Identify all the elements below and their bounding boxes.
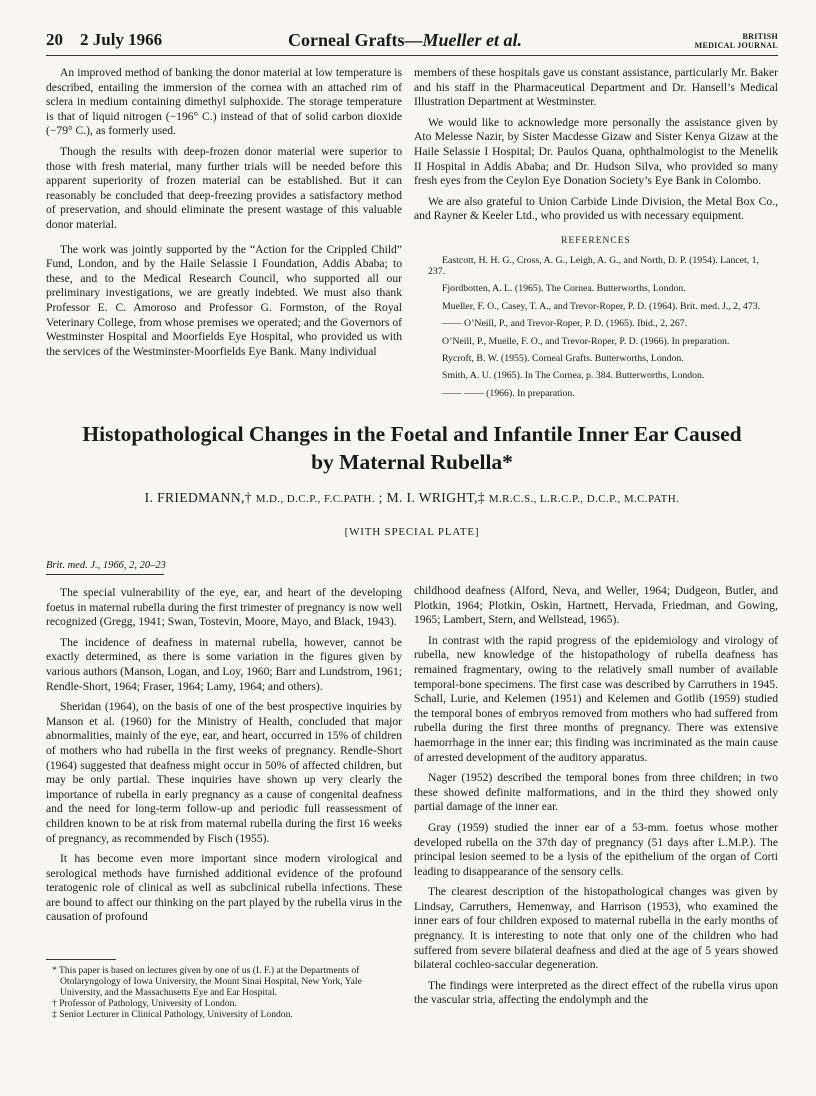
running-authors: Mueller et al. [422,30,522,50]
paragraph: It has become even more important since modern virological and serological methods have furnished additional evidence of the profound teratogenic role of clinical as well as subclinical rubella infections. These are bound to affect our thinking on the part played by the rubella virus in the causation of profound [46,852,402,924]
author-line: I. FRIEDMANN,† M.D., D.C.P., F.C.PATH. ; M. I. WRIGHT,‡ M.R.C.S., L.R.C.P., D.C.P., M.C.PATH. [144,490,680,505]
running-title: Corneal Grafts—Mueller et al. [288,30,522,50]
paragraph: Gray (1959) studied the inner ear of a 53-mm. foetus whose mother developed rubella on the 37th day of pregnancy (51 days after L.M.P.). The principal lesion seemed to be a lysis of the epithelium of the organ of Corti leading to disappearance of the sensory cells. [414,820,778,878]
paragraph: Though the results with deep-frozen donor material were superior to those with fresh material, many further trials will be needed before this apparent superiority of frozen material can be established. But it can reasonably be concluded that deep-freezing provides a satisfactory method of preservation, and should eliminate the present wastage of this valuable donor material. [46,144,402,231]
article-left-column [46,586,402,931]
previous-article-right-column [414,66,778,405]
header-rule [46,55,778,56]
reference-item: Smith, A. U. (1965). In The Cornea, p. 384. Butterworths, London. [442,370,705,382]
reference-item: —— —— (1966). In preparation. [442,387,575,399]
paragraph: Sheridan (1964), on the basis of one of the best prospective inquiries by Manson et al. (1960) for the Ministry of Health, concluded that major abnormalities, mainly of the eye, ear, and heart, occurred in 15% of children of mothers who had rubella in the first weeks of pregnancy. Rendle-Short (1964) suggested that deafness might occur in 50% of affected children, but may be only partial. These inquiries have shown up very clearly the importance of rubella in early pregnancy as a cause of congenital deafness and the need for long-term follow-up and periodic full reassessment of children known to be at risk from maternal rubella during the first 16 weeks of pregnancy, as recommended by Fisch (1955). [46,700,402,845]
footnotes [46,965,402,1020]
reference-item: O’Neill, P., Muelle, F. O., and Trevor-Roper, P. D. (1966). In preparation. [442,335,730,347]
issue-date: 2 July 1966 [80,30,163,49]
journal-name: BRITISH MEDICAL JOURNAL [694,32,778,50]
footnote: ‡ Senior Lecturer in Clinical Pathology, University of London. [52,1009,293,1020]
footnote-rule [46,959,116,960]
article-right-column [414,584,778,1014]
reference-item: Rycroft, B. W. (1955). Corneal Grafts. Butterworths, London. [442,352,684,364]
special-plate-note: [WITH SPECIAL PLATE] [344,526,480,538]
footnote: * This paper is based on lectures given by one of us (I. F.) at the Departments of Otolaryngology of Iowa University, the Mount Sinai Hospital, New York, Yale University, and the Massachusetts Eye and Ear Hospital. [52,965,362,998]
reference-item: Eastcott, H. H. G., Cross, A. G., Leigh, A. G., and North, D. P. (1954). Lancet, 1, 237. [428,254,760,277]
footnote: † Professor of Pathology, University of London. [52,998,237,1009]
reference-item: Fjordbotten, A. L. (1965). The Cornea. Butterworths, London. [442,283,686,295]
references-list [414,255,778,400]
paragraph: The incidence of deafness in maternal rubella, however, cannot be exactly determined, as there is some variation in the figures given by various authors (Manson, Logan, and Loy, 1960; Barr and Lundstrom, 1961; Rendle-Short, 1964; Fraser, 1964; Lamy, 1964; and others). [46,635,402,693]
paragraph: We would like to acknowledge more personally the assistance given by Ato Melesse Nazir, by Sister Macdesse Gizaw and Sister Kenya Gizaw at the Haile Selassie I Hospital; Dr. Paulos Quana, ophthalmologist to the Menelik II Hospital in Addis Ababa; and Dr. Hudson Silva, who provided so many fresh eyes from the Ceylon Eye Donation Society’s Eye Bank in Colombo. [414,115,778,188]
author-name: I. FRIEDMANN,† [144,490,252,505]
article-title: Histopathological Changes in the Foetal and Infantile Inner Ear Caused by Maternal Rubella* [82,422,742,474]
paragraph: An improved method of banking the donor material at low temperature is described, entailing the immersion of the cornea with an attached rim of sclera in medium containing dimethyl sulphoxide. The storage temperature is that of liquid nitrogen (−196° C.) instead of that of solid carbon dioxide (−79° C.), as formerly used. [46,66,402,138]
page-header [46,30,778,54]
paragraph: The work was jointly supported by the “Action for the Crippled Child” Fund, London, and by the Haile Selassie I Foundation, Addis Ababa; to these, and to the Medical Research Council, who supported all our preliminary investigations, we are greatly indebted. We must also thank Professor E. C. Amoroso and Professor G. Formston, of the Royal Veterinary College, from whose premises we operated; and the Governors of Westminster Hospital and Moorfields Eye Hospital, who provided us with the services of the Westminster-Moorfields Eye Bank. Many individual [46,242,402,358]
paragraph: members of these hospitals gave us constant assistance, particularly Mr. Baker and his staff in the Pharmaceutical Department and Dr. Hansell’s Medical Illustration Department at Westminster. [414,66,778,109]
paragraph: The clearest description of the histopathological changes was given by Lindsay, Carruthers, Hemenway, and Harrison (1953), who examined the inner ears of four children exposed to maternal rubella in the early months of pregnancy. It is interesting to note that only one of the children who had suffered from severe bilateral deafness and died at the age of 5 years showed bilateral cochleo-saccular degeneration. [414,885,778,972]
page-number: 20 [46,30,63,49]
paragraph: The findings were interpreted as the direct effect of the rubella virus upon the vascular stria, affecting the endolymph and the [414,978,778,1007]
paragraph: We are also grateful to Union Carbide Linde Division, the Metal Box Co., and Rayner & Keeler Ltd., who provided us with necessary equipment. [414,194,778,223]
paragraph: childhood deafness (Alford, Neva, and Weller, 1964; Dudgeon, Butler, and Plotkin, 1964; Plotkin, Oskin, Hartnett, Hervada, Friedman, and Gowing, 1965; Lambert, Stern, and Wellstead, 1965). [414,584,778,627]
previous-article-left-column [46,66,402,365]
citation-rule [46,574,164,575]
citation: Brit. med. J., 1966, 2, 20–23 [46,560,166,571]
author-qualifications: M.D., D.C.P., F.C.PATH. [255,493,375,505]
author-qualifications: M.R.C.S., L.R.C.P., D.C.P., M.C.PATH. [488,493,680,505]
author-name: M. I. WRIGHT,‡ [386,490,486,505]
reference-item: Mueller, F. O., Casey, T. A., and Trevor-Roper, P. D. (1964). Brit. med. J., 2, 473. [442,300,761,312]
paragraph: In contrast with the rapid progress of the epidemiology and virology of rubella, new knowledge of the histopathology of rubella deafness has remained fragmentary, owing to the relatively small number of available temporal-bone specimens. The first case was described by Carruthers in 1945. Schall, Lurie, and Kelemen (1951) and Kelemen and Gotlib (1959) studied the temporal bones of embryos removed from mothers who had suffered from rubella during the first three months of pregnancy. There was extensive haemorrhage in the inner ear; this finding was incriminated as the main cause of arrested development of the auditory apparatus. [414,633,778,764]
paragraph: The special vulnerability of the eye, ear, and heart of the developing foetus in maternal rubella during the first trimester of pregnancy is now well recognized (Gregg, 1941; Swan, Tostevin, Moore, Mayo, and Black, 1943). [46,586,402,629]
reference-item: —— O’Neill, P., and Trevor-Roper, P. D. (1965). Ibid., 2, 267. [442,318,688,330]
paragraph: Nager (1952) described the temporal bones from three children; in two these showed definite malformations, and in the third they showed only partial damage of the inner ear. [414,771,778,814]
references-heading: REFERENCES [561,235,631,246]
